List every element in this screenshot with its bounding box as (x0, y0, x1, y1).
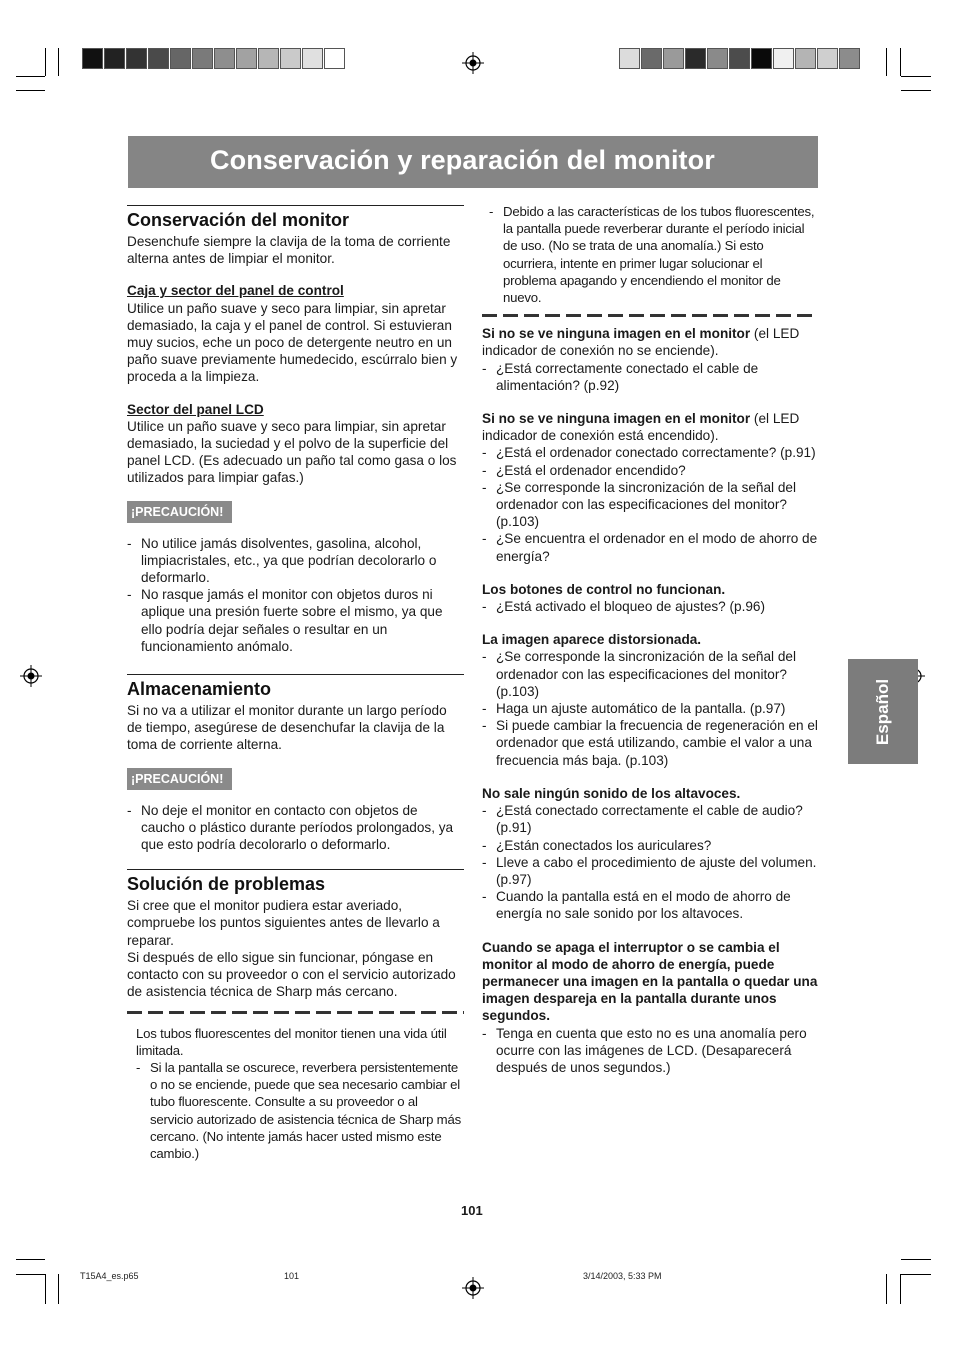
troubleshoot-question: Si no se ve ninguna imagen en el monitor (el LED indicador de conexión no se enciende). (482, 326, 800, 359)
note-box (127, 1025, 464, 1163)
crop-mark (16, 76, 45, 77)
crop-mark (886, 48, 887, 76)
list-item: - ¿Está activado el bloqueo de ajustes? (p.96) (482, 598, 818, 615)
section-heading-conservacion: Conservación del monitor (127, 210, 350, 230)
subheading-lcd: Sector del panel LCD (127, 401, 264, 417)
crop-mark (58, 1274, 59, 1304)
crop-mark (886, 1274, 887, 1304)
registration-mark-icon (462, 1277, 484, 1299)
crop-mark (900, 48, 901, 76)
crop-mark (45, 1274, 46, 1304)
list-item: - Haga un ajuste automático de la pantalla. (p.97) (482, 700, 818, 717)
caution-list (127, 535, 464, 655)
crop-mark (901, 1259, 931, 1260)
troubleshoot-question: La imagen aparece distorsionada. (482, 632, 702, 648)
section-heading-solucion: Solución de problemas (127, 874, 326, 895)
crop-mark (16, 90, 45, 91)
troubleshoot-question: Los botones de control no funcionan. (482, 581, 726, 597)
note-box-continued (482, 203, 818, 306)
list-item: - ¿Está el ordenador conectado correctamente? (p.91) (482, 444, 818, 461)
color-swatch (324, 48, 345, 69)
list-item: - ¿Está conectado correctamente el cable de audio? (p.91) (482, 802, 818, 836)
crop-mark (58, 48, 59, 76)
list-item: - No utilice jamás disolventes, gasolina, alcohol, limpiacristales, etc., ya que podrían decolorarlo o deformarlo. (127, 535, 464, 587)
page-number: 101 (461, 1203, 483, 1218)
paragraph: Si cree que el monitor pudiera estar averiado, compruebe los puntos siguientes antes de llevarlo a reparar. (127, 898, 440, 948)
color-swatch (280, 48, 301, 69)
section-rule (127, 205, 464, 206)
note-list (489, 203, 818, 306)
list-item: - Debido a las características de los tubos fluorescentes, la pantalla puede reverberar durante el período inicial de uso. (No se trata de una anomalía.) Si esto ocurriera, intente en primer lugar solucionar el problema apagando y encendiendo el monitor de nuevo. (489, 203, 818, 306)
list-item: - ¿Está correctamente conectado el cable de alimentación? (p.92) (482, 360, 818, 394)
color-swatch (729, 48, 750, 69)
list-item: - ¿Se corresponde la sincronización de la señal del ordenador con las especificaciones del monitor? (p.103) (482, 479, 818, 531)
color-swatch (148, 48, 169, 69)
color-swatch (619, 48, 640, 69)
title-bar (128, 136, 818, 188)
note-list (136, 1059, 464, 1162)
registration-mark-icon (462, 52, 484, 74)
color-swatch (82, 48, 103, 69)
color-swatch (214, 48, 235, 69)
troubleshoot-list (482, 360, 818, 394)
crop-mark (901, 1274, 931, 1275)
color-swatch (104, 48, 125, 69)
color-swatch (817, 48, 838, 69)
troubleshoot-list (482, 598, 818, 615)
paragraph: Desenchufe siempre la clavija de la toma de corriente alterna antes de limpiar el monitor. (127, 234, 451, 267)
crop-mark (900, 1274, 901, 1304)
right-column (482, 203, 818, 1076)
list-item: - No rasque jamás el monitor con objetos duros ni aplique una presión fuerte sobre el mismo, ya que ello podría dejar señales o resultar en un funcionamiento anómalo. (127, 586, 464, 655)
paragraph: Utilice un paño suave y seco para limpiar, sin apretar demasiado, la caja y el panel de control. Si estuvieran muy sucios, eche un poco de detergente neutro en un paño suave previamente humedecido, escúrralo bien y proceda a la limpieza. (127, 300, 458, 385)
color-swatch (751, 48, 772, 69)
color-swatch (773, 48, 794, 69)
troubleshoot-question: No sale ningún sonido de los altavoces. (482, 785, 741, 801)
caution-label: ¡PRECAUCIÓN! (127, 768, 232, 790)
color-swatch (707, 48, 728, 69)
footer-page: 101 (284, 1271, 300, 1281)
color-swatch (236, 48, 257, 69)
color-swatch (685, 48, 706, 69)
paragraph: Utilice un paño suave y seco para limpiar, sin apretar demasiado, la suciedad y el polvo de la superficie del panel LCD. (Es adecuado un paño tal como gasa o los utilizados para limpiar gafas.) (127, 418, 457, 486)
troubleshoot-question: Si no se ve ninguna imagen en el monitor (el LED indicador de conexión está encendido). (482, 411, 800, 444)
crop-mark (45, 48, 46, 76)
troubleshoot-list (482, 1025, 818, 1077)
note-intro: Los tubos fluorescentes del monitor tienen una vida útil limitada. (136, 1025, 447, 1058)
troubleshoot-list (482, 444, 818, 564)
language-tab-label: Español (873, 678, 892, 745)
list-item: - ¿Está el ordenador encendido? (482, 462, 818, 479)
language-tab (848, 659, 918, 764)
list-item: - ¿Están conectados los auriculares? (482, 837, 818, 854)
color-swatch (663, 48, 684, 69)
color-swatch (795, 48, 816, 69)
section-rule (127, 869, 464, 870)
crop-mark (16, 1274, 45, 1275)
registration-mark-icon (20, 665, 42, 687)
color-swatch (126, 48, 147, 69)
footer-date: 3/14/2003, 5:33 PM (583, 1271, 662, 1281)
footer-filename: T15A4_es.p65 (80, 1271, 139, 1281)
list-item: - Cuando la pantalla está en el modo de ahorro de energía no sale sonido por los altavoces. (482, 888, 818, 922)
list-item: - Tenga en cuenta que esto no es una anomalía pero ocurre con las imágenes de LCD. (Desaparecerá después de unos segundos.) (482, 1025, 818, 1077)
color-calibration-bar-left (82, 48, 346, 69)
color-calibration-bar-right (619, 48, 861, 69)
color-swatch (258, 48, 279, 69)
troubleshoot-question: Cuando se apaga el interruptor o se cambia el monitor al modo de ahorro de energía, puede permanecer una imagen en la pantalla o quedar una imagen despareja en la pantalla durante unos segundos. (482, 939, 818, 1024)
section-heading-almacenamiento: Almacenamiento (127, 679, 272, 700)
caution-list (127, 802, 464, 854)
color-swatch (302, 48, 323, 69)
crop-mark (901, 90, 931, 91)
list-item: - Si puede cambiar la frecuencia de regeneración en el ordenador que está utilizando, cambie el valor a una frecuencia más baja. (p.103) (482, 717, 818, 769)
color-swatch (839, 48, 860, 69)
color-swatch (641, 48, 662, 69)
list-item: - ¿Se encuentra el ordenador en el modo de ahorro de energía? (482, 530, 818, 564)
paragraph: Si después de ello sigue sin funcionar, póngase en contacto con su proveedor o con el servicio autorizado de asistencia técnica de Sharp más cercano. (127, 949, 456, 1000)
troubleshoot-list (482, 648, 818, 768)
list-item: - Lleve a cabo el procedimiento de ajuste del volumen. (p.97) (482, 854, 818, 888)
list-item: - No deje el monitor en contacto con objetos de caucho o plástico durante períodos prolongados, ya que esto podría decolorarlo o deformarlo. (127, 802, 464, 854)
color-swatch (170, 48, 191, 69)
crop-mark (901, 76, 931, 77)
crop-mark (16, 1259, 45, 1260)
left-column (127, 205, 464, 1162)
color-swatch (192, 48, 213, 69)
page-title: Conservación y reparación del monitor (210, 145, 715, 175)
list-item: - Si la pantalla se oscurece, reverbera persistentemente o no se enciende, puede que sea necesario cambiar el tubo fluorescente. Consulte a su proveedor o al servicio autorizado de asistencia técnica de Sharp más cercano. (No intente jamás hacer usted mismo este cambio.) (136, 1059, 464, 1162)
troubleshoot-list (482, 802, 818, 922)
list-item: - ¿Se corresponde la sincronización de la señal del ordenador con las especificaciones del monitor? (p.103) (482, 648, 818, 700)
paragraph: Si no va a utilizar el monitor durante un largo período de tiempo, asegúrese de desenchufar la clavija de la toma de corriente alterna. (127, 703, 447, 753)
section-rule (127, 674, 464, 675)
caution-label: ¡PRECAUCIÓN! (127, 501, 232, 523)
subheading-caja: Caja y sector del panel de control (127, 283, 344, 299)
